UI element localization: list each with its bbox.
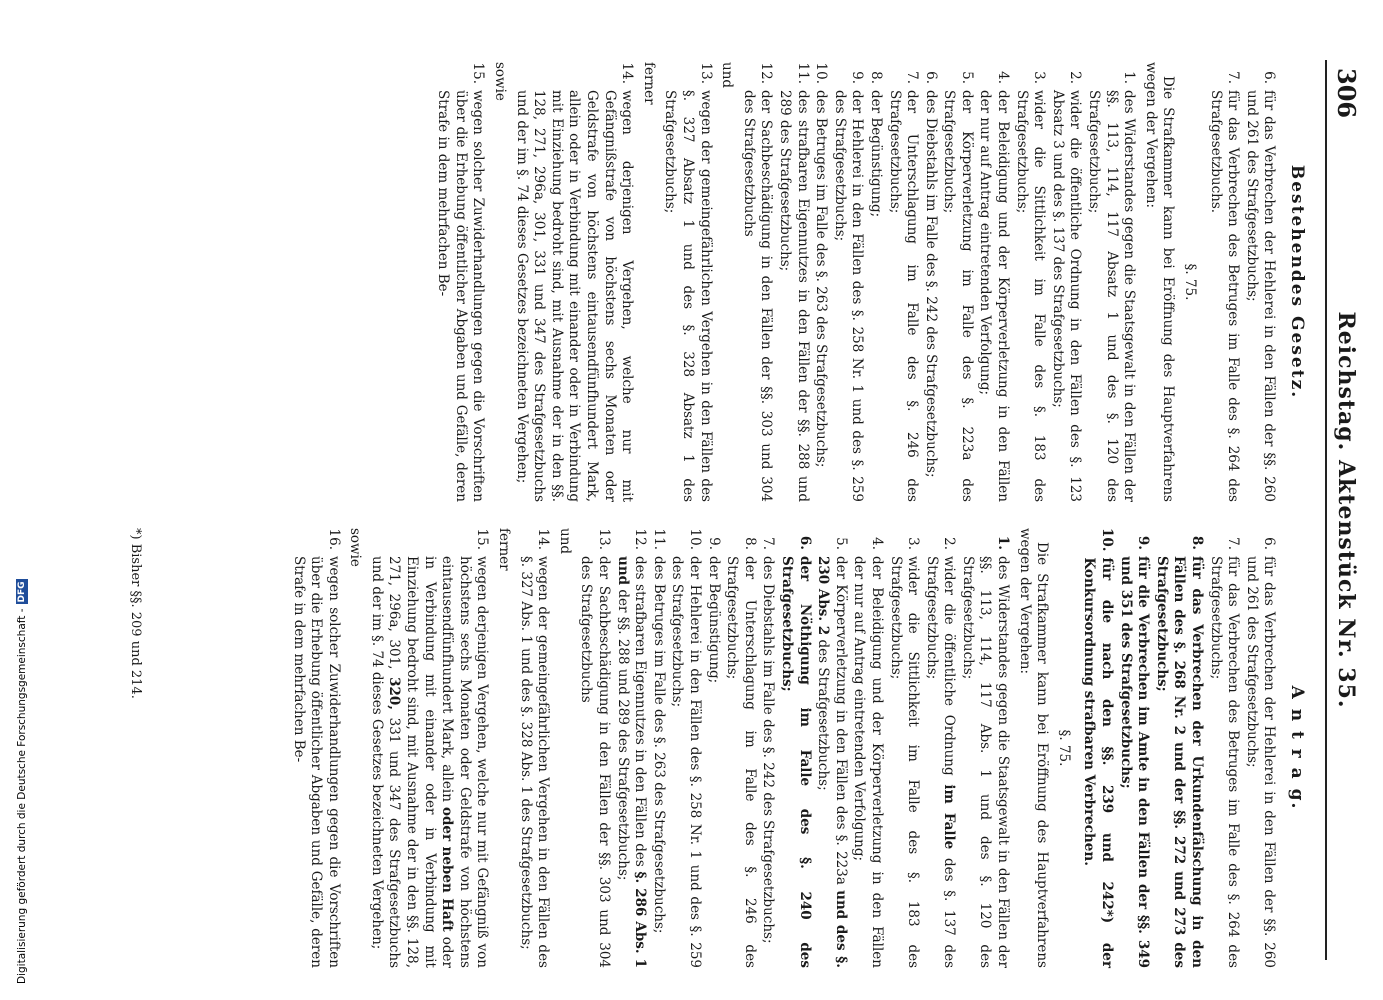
list-item [739, 62, 774, 502]
item-text: wider die Sittlichkeit im Falle des §. 183 des Strafgesetzbuchs; [887, 556, 922, 968]
item-text: für die nach den §§. 239 und 242*) der Konkursordnung strafbaren Verbrechen. [1081, 557, 1116, 968]
list-item [922, 528, 957, 968]
item-text: für das Verbrechen des Betruges im Falle des §. 264 des Strafgesetzbuchs. [1207, 90, 1242, 502]
item-text: für das Verbrechen der Hehlerei in den Fällen der §§. 260 und 261 des Strafgesetzbuchs; [1243, 556, 1278, 968]
item-text: wegen solcher Zuwiderhandlungen gegen die Vorschriften über die Erhebung öffentlicher Abgaben und Gefälle, deren Strafe in dem mehrfachen Be- [435, 90, 487, 502]
item-text [613, 556, 648, 968]
item-text: des strafbaren Eigennutzes in den Fällen der §§. 288 und 289 des Strafgesetzbuchs; [776, 90, 811, 502]
list-item [814, 528, 849, 968]
item-text: wegen solcher Zuwiderhandlungen gegen die Vorschriften über die Erhebung öffentlicher Abgaben und Gefälle, deren Strafe in dem mehrfachen Be- [290, 556, 342, 968]
numbered-list [1206, 62, 1277, 502]
list-item [812, 62, 830, 502]
list-item [434, 62, 487, 502]
digitization-credit [16, 0, 28, 984]
section-heading: §. 75. [1182, 263, 1199, 301]
list-item [886, 528, 921, 968]
item-number: 16. [325, 528, 342, 550]
item-number: 7. [1225, 537, 1242, 550]
text-run: 331 und 347 des Strafgesetzbuchs und der im §. 74 dieses Gesetzes bezeichneten Vergehen; [368, 556, 403, 968]
item-number: 9. [705, 537, 722, 550]
item-number: 8. [1189, 535, 1206, 550]
item-number: 9. [849, 71, 866, 84]
list-item [777, 528, 812, 968]
list-item [921, 62, 939, 502]
item-number: 10. [687, 528, 703, 550]
item-text: der Sachbeschädigung in den Fällen der §§. 303 und 304 des Strafgesetzbuchs [740, 90, 775, 502]
list-item [367, 528, 490, 968]
text-run-bold: oder neben Haft [439, 806, 456, 932]
item-number: 12. [632, 528, 649, 550]
list-item [885, 62, 920, 502]
item-text: wegen der gemeingefährlichen Vergehen in den Fällen des §. 327 Absatz 1 und des §. 328 Absatz 1 des Strafgesetzbuchs; [662, 90, 714, 502]
list-item [613, 528, 648, 968]
item-text: der Nöthigung im Falle des §. 240 des Strafgesetzbuchs; [778, 556, 813, 968]
text-run: wegen derjenigen Vergehen, welche nur mit Gefängniß von höchstens sechs Monaten oder Geldstrafe von höchstens eintausendfünfhundert Mark, allein [439, 556, 491, 968]
list-item [649, 528, 667, 968]
item-number: 14. [619, 62, 636, 84]
text-run: des §. 137 des Strafgesetzbuchs; [923, 556, 958, 969]
item-number: 3. [905, 537, 922, 550]
item-text [367, 556, 490, 968]
item-text: wider die Sittlichkeit im Falle des §. 183 des Strafgesetzbuchs; [1013, 90, 1048, 502]
item-number: 11. [794, 62, 811, 84]
list-item [830, 62, 865, 502]
item-number: 5. [958, 71, 975, 84]
item-text: des Betruges im Falle des §. 263 des Strafgesetzbuchs; [813, 90, 830, 468]
item-number: 7. [760, 537, 777, 550]
list-item [1242, 528, 1277, 968]
item-text: für das Verbrechen des Betruges im Falle des §. 264 des Strafgesetzbuchs; [1207, 556, 1242, 968]
connector-word: sowie [347, 528, 364, 567]
item-number: 14. [535, 528, 552, 550]
column-heading: A n t r a g. [1287, 685, 1307, 811]
numbered-list [739, 62, 1137, 502]
item-number: 9. [1135, 535, 1152, 550]
item-number: 1. [995, 535, 1012, 550]
item-text [922, 556, 957, 968]
item-text: der Hehlerei in den Fällen des §. 258 Nr. 1 und des §. 259 des Strafgesetzbuchs; [669, 556, 703, 968]
page-header [1325, 60, 1361, 960]
item-text: der Begünstigung; [705, 556, 722, 684]
list-item [516, 528, 551, 968]
list-item [668, 528, 703, 968]
item-number: 10. [1099, 528, 1116, 552]
list-item [1048, 62, 1083, 502]
item-text: der Begünstigung; [867, 90, 884, 218]
list-item [1206, 528, 1241, 968]
item-text: der Unterschlagung im Falle des §. 246 des Strafgesetzbuchs; [886, 90, 921, 502]
item-number: 7. [904, 71, 921, 84]
list-item [976, 62, 1011, 502]
text-run: des Strafgesetzbuchs; [815, 635, 832, 791]
text-run-bold: im Falle [941, 784, 958, 850]
item-number: 13. [697, 62, 714, 84]
list-item [1206, 62, 1241, 502]
section-heading: §. 75. [1055, 729, 1072, 767]
item-number: 15. [474, 528, 491, 550]
item-number: 15. [470, 62, 487, 84]
connector-word: und [556, 528, 573, 555]
list-item [1080, 528, 1115, 968]
item-number: 11. [650, 528, 667, 550]
item-text: des Widerstandes gegen die Staatsgewalt in den Fällen der §§. 113, 114, 117 Absatz 1 und des §. 120 des Strafgesetzbuchs; [1086, 90, 1138, 502]
item-number: 7. [1225, 71, 1242, 84]
list-item [1084, 62, 1137, 502]
item-text: wegen der gemeingefährlichen Vergehen in den Fällen des §. 327 Abs. 1 und des §. 328 Abs. 1 des Strafgesetzbuchs; [517, 556, 552, 968]
section-intro: Die Strafkammer kann bei Eröffnung des Hauptverfahrens wegen der Vergehen: [1016, 528, 1051, 968]
item-number: 13. [596, 528, 613, 550]
text-run: der Körperverletzung in den Fällen des §. 223a [832, 556, 849, 891]
connector-word: und [719, 62, 736, 89]
item-number: 2. [1067, 71, 1084, 84]
item-number: 3. [1031, 71, 1048, 84]
connector-word: ferner [640, 62, 657, 105]
item-text: des Widerstandes gegen die Staatsgewalt in den Fällen der §§. 113, 114, 117 Abs. 1 und des §. 120 des Strafgesetzbuchs; [959, 556, 1012, 968]
text-run: wider die öffentliche Ordnung [941, 556, 958, 785]
item-text: für das Verbrechen der Urkundenfälschung in den Fällen des §. 268 Nr. 2 und der §§. 272 und 273 des Strafgesetzbuchs; [1153, 556, 1206, 968]
item-number: 8. [867, 71, 884, 84]
list-item [512, 62, 635, 502]
text-run-bold: §. 286 Abs. 1 und [614, 556, 649, 968]
item-text: der Beleidigung und der Körperverletzung in den Fällen der nur auf Antrag eintretenden Verfolgung; [977, 90, 1012, 502]
section-intro: Die Strafkammer kann bei Eröffnung des Hauptverfahrens wegen der Vergehen: [1142, 62, 1177, 502]
list-item [723, 528, 758, 968]
item-text: für das Verbrechen der Hehlerei in den Fällen der §§. 260 und 261 des Strafgesetzbuchs; [1243, 90, 1278, 502]
text-run: der §§. 288 und 289 des Strafgesetzbuchs; [614, 585, 631, 881]
list-item [1242, 62, 1277, 502]
list-item [289, 528, 342, 968]
item-number: 1. [1121, 71, 1138, 84]
item-number: 5. [832, 537, 849, 550]
column-existing-law [433, 62, 1307, 502]
item-number: 6. [1261, 537, 1278, 550]
item-text: des Diebstahls im Falle des §. 242 des Strafgesetzbuchs; [922, 90, 939, 478]
item-text: des Diebstahls im Falle des §. 242 des Strafgesetzbuchs; [760, 556, 777, 944]
list-item [940, 62, 975, 502]
list-item [1152, 528, 1205, 968]
list-item [1012, 62, 1047, 502]
list-item [661, 62, 714, 502]
numbered-list [1080, 528, 1278, 968]
column-heading: Bestehendes Gesetz. [1287, 164, 1307, 400]
list-item [759, 528, 777, 968]
page-number: 306 [1332, 68, 1361, 119]
item-text: der Unterschlagung im Falle des §. 246 des Strafgesetzbuchs; [724, 556, 758, 968]
list-item [1116, 528, 1151, 968]
item-text: der Körperverletzung im Falle des §. 223a des Strafgesetzbuchs; [941, 90, 975, 502]
item-number: 8. [741, 537, 758, 550]
dfg-logo: DFG [17, 581, 27, 603]
footnote: *) Bisher §§. 209 und 214. [128, 528, 143, 699]
text-run: des strafbaren Eigennutzes in den Fällen des [632, 556, 649, 872]
item-number: 12. [758, 62, 775, 84]
item-text: für die Verbrechen im Amte in den Fällen der §§. 349 und 351 des Strafgesetzbuchs; [1117, 556, 1152, 968]
credit-text: Digitalisierung gefördert durch die Deutsche Forschungsgemeinschaft - [16, 608, 28, 984]
list-item [866, 62, 884, 502]
item-number: 6. [796, 535, 813, 550]
item-text: wegen derjenigen Vergehen, welche nur mit Gefängnißstrafe von höchstens sechs Monaten oder Geldstrafe von höchstens eintausendfünfhundert Mark, allein oder in Verbindung mit einander oder in Verbindung mit Einziehung bedroht sind, mit Ausnahme der in den §§. 128, 271, 296a, 301, 331 und 347 des Strafgesetzbuchs und der im §. 74 dieses Gesetzes bezeichneten Vergehen; [513, 90, 636, 502]
item-text: der Sachbeschädigung in den Fällen der §§. 303 und 304 des Strafgesetzbuchs [578, 556, 613, 968]
numbered-list [649, 528, 776, 968]
list-item [958, 528, 1011, 968]
item-text: des Betruges im Falle des §. 263 des Strafgesetzbuchs; [650, 556, 667, 934]
running-head: Reichstag. Aktenstück Nr. 35. [1333, 311, 1359, 709]
list-item [850, 528, 885, 968]
column-motion [288, 528, 1307, 968]
text-run-bold: und des §. 230 Abs. 2 [815, 556, 849, 968]
item-number: 6. [922, 71, 939, 84]
item-text: wider die öffentliche Ordnung in den Fällen des §. 123 Absatz 3 und des §. 137 des Strafgesetzbuchs; [1049, 90, 1084, 502]
item-number: 6. [1261, 71, 1278, 84]
connector-word: ferner [496, 528, 513, 571]
text-run: oder in Verbindung mit einander oder in Verbindung mit Einziehung bedroht sind, mit Ausnahme der in den §§. 128, 271, 296a, 301, [386, 556, 456, 968]
item-number: 4. [995, 71, 1012, 84]
connector-word: sowie [492, 62, 509, 101]
item-number: 4. [868, 537, 885, 550]
list-item [704, 528, 722, 968]
item-text: der Beleidigung und der Körperverletzung in den Fällen der nur auf Antrag eintretenden Verfolgung; [851, 556, 885, 968]
item-number: 2. [941, 537, 958, 550]
item-text [814, 556, 849, 968]
item-number: 10. [813, 62, 830, 84]
item-text: der Hehlerei in den Fällen des §. 258 Nr. 1 und des §. 259 des Strafgesetzbuchs; [831, 90, 866, 502]
text-run-bold: 320, [386, 677, 403, 710]
list-item [775, 62, 810, 502]
list-item [577, 528, 612, 968]
